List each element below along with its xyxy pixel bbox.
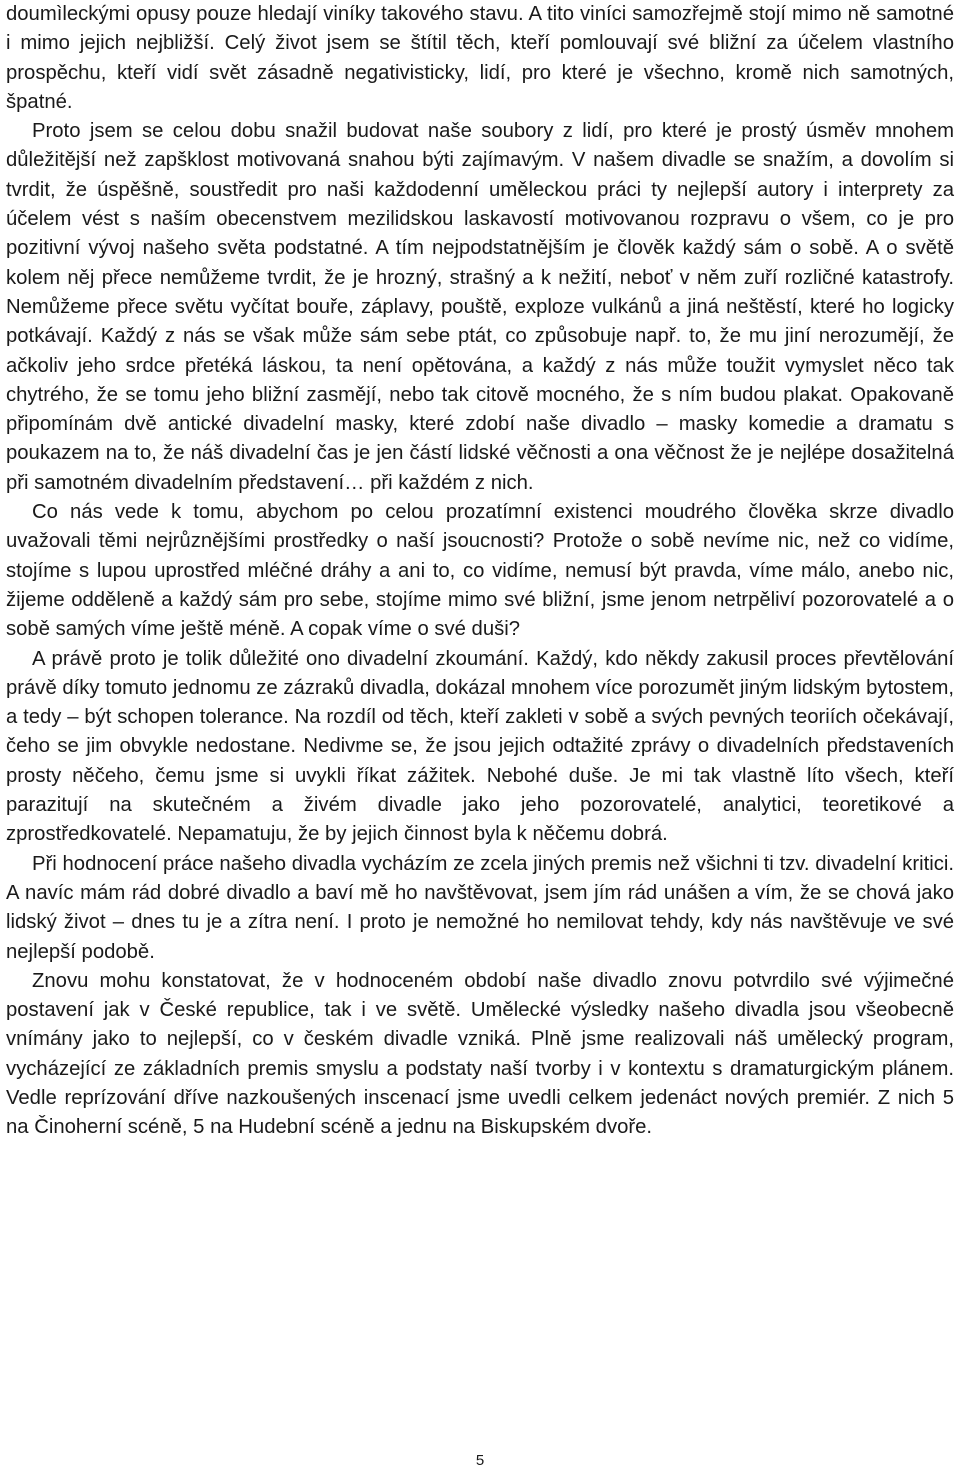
- paragraph-4: A právě proto je tolik důležité ono divadelní zkoumání. Každý, kdo někdy zakusil proces převtělování právě díky tomuto jednomu ze zázraků divadla, dokázal mnohem více porozumět jiným lidským bytostem, a tedy – být schopen tolerance. Na rozdíl od těch, kteří zakleti v sobě a svých pevných teoriích očekávají, čeho se jim obvykle nedostane. Nedivme se, že jsou jejich odtažité zprávy o divadelních představeních prosty něčeho, čemu jsme si uvykli říkat zážitek. Nebohé duše. Je mi tak vlastně líto všech, kteří parazitují na skutečném a živém divadle jako jeho pozorovatelé, analytici, teoretikové a zprostředkovatelé. Nepamatuju, že by jejich činnost byla k něčemu dobrá.: [6, 647, 954, 846]
- paragraph-5: Při hodnocení práce našeho divadla vycházím ze zcela jiných premis než všichni ti tzv. divadelní kritici. A navíc mám rád dobré divadlo a baví mě ho navštěvovat, jsem jím rád unášen a vím, že se chová jako lidský život – dnes tu je a zítra není. I proto je nemožné ho nemilovat tehdy, kdy nás navštěvuje ve své nejlepší podobě.: [6, 852, 954, 963]
- paragraph-6: Znovu mohu konstatovat, že v hodnoceném období naše divadlo znovu potvrdilo své výjimečné postavení jak v České republice, tak i ve světě. Umělecké výsledky našeho divadla jsou všeobecně vnímány jako to nejlepší, co v českém divadle vzniká. Plně jsme realizovali náš umělecký program, vycházející ze základních premis smyslu a podstaty naší tvorby i v kontextu s dramaturgickým plánem. Vedle reprízování dříve nazkoušených inscenací jsme uvedli celkem jedenáct nových premiér. Z nich 5 na Činoherní scéně, 5 na Hudební scéně a jednu na Biskupském dvoře.: [6, 969, 954, 1139]
- paragraph-2: Proto jsem se celou dobu snažil budovat naše soubory z lidí, pro které je prostý úsměv mnohem důležitější než zapšklost motivovaná snahou býti zajímavým. V našem divadle se snažím, a dovolím si tvrdit, že úspěšně, soustředit pro naši každodenní uměleckou práci ty nejlepší autory i interprety za účelem vést s naším obecenstvem mezilidskou laskavostí motivovanou rozpravu o všem, co je pro pozitivní vývoj našeho světa podstatné. A tím nejpodstatnějším je člověk každý sám o sobě. A o světě kolem něj přece nemůžeme tvrdit, že je hrozný, strašný a k nežití, neboť v něm zuří rozličné katastrofy. Nemůžeme přece světu vyčítat bouře, záplavy, pouště, exploze vulkánů a jiná neštěstí, které ho logicky potkávají. Každý z nás se však může sám sebe ptát, co způsobuje např. to, že mu jiní nerozumějí, že ačkoliv jeho srdce přetéká láskou, ta není opětována, a každý z nás může toužit vymyslet něco tak chytrého, že se tomu jeho bližní zasmějí, nebo tak citově mocného, že s ním budou plakat. Opakovaně připomínám dvě antické divadelní masky, které zdobí naše divadlo – masky komedie a dramatu s poukazem na to, že náš divadelní čas je jen částí lidské věčnosti a ona věčnost že je nejlépe dosažitelná při samotném divadelním představení… při každém z nich.: [6, 120, 954, 494]
- page-body: [6, 0, 954, 1143]
- page-number: 5: [475, 1452, 485, 1469]
- paragraph-3: Co nás vede k tomu, abychom po celou prozatímní existenci moudrého člověka skrze divadlo uvažovali těmi nejrůznějšími prostředky o naší jsoucnosti? Protože o sobě nevíme nic, než co vidíme, stojíme s lupou uprostřed mléčné dráhy a ani to, co vidíme, nemusí být pravda, víme málo, anebo nic, žijeme odděleně a každý sám pro sebe, stojíme mimo své bližní, jsme jenom netrpěliví pozorovatelé a o sobě samých víme ještě méně. A copak víme o své duši?: [6, 501, 954, 641]
- paragraph-1: doumìleckými opusy pouze hledají viníky takového stavu. A tito viníci samozřejmě stojí mimo ně samotné i mimo jejich nejbližší. Celý život jsem se štítil těch, kteří pomlouvají své bližní za účelem vlastního prospěchu, kteří vidí svět zásadně negativisticky, lidí, pro které je všechno, kromě nich samotných, špatné.: [6, 3, 954, 113]
